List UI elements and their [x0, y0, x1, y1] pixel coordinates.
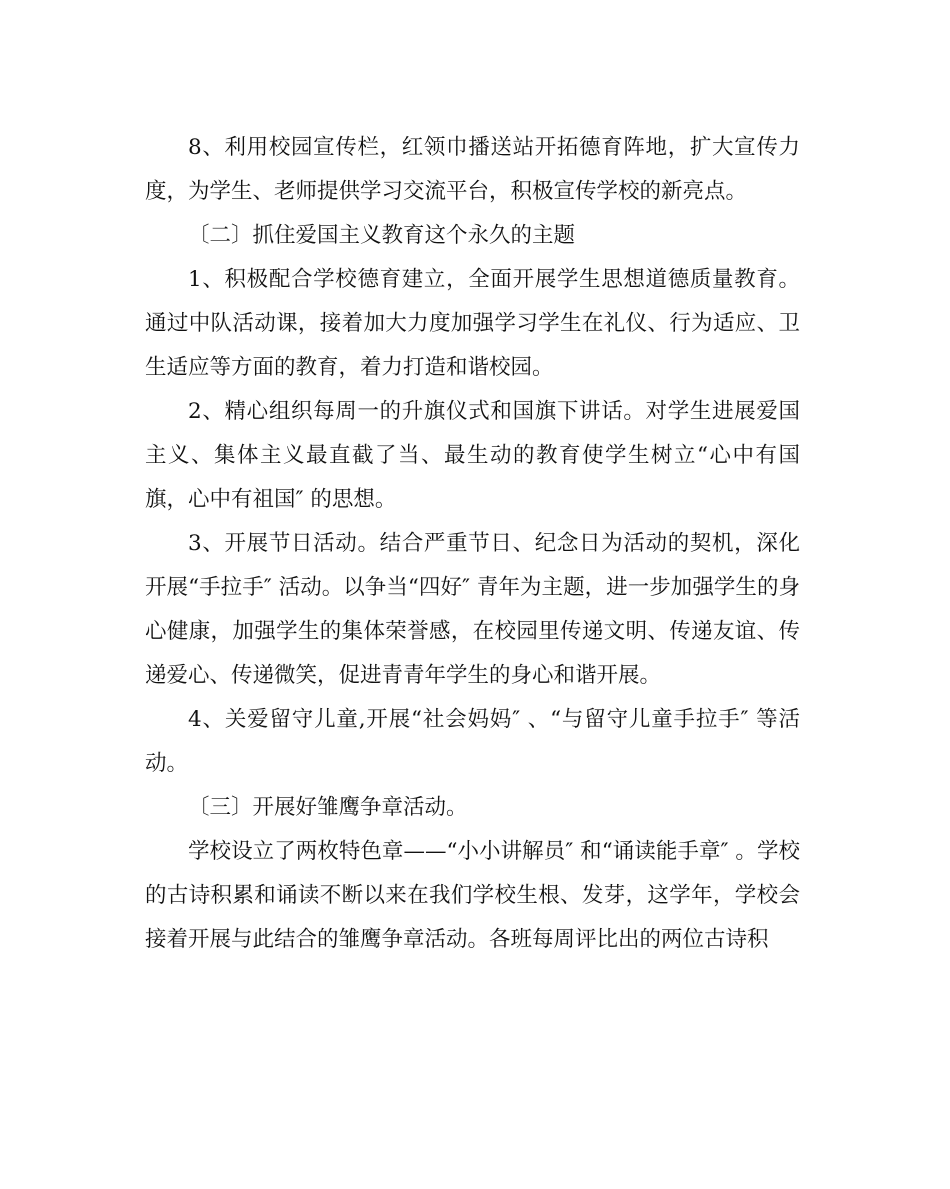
- paragraph-item-1: 1、积极配合学校德育建立，全面开展学生思想道德质量教育。通过中队活动课，接着加大力度加强学习学生在礼仪、行为适应、卫生适应等方面的教育，着力打造和谐校园。: [145, 267, 800, 380]
- paragraph-badges: 学校设立了两枚特色章——“小小讲解员″ 和“诵读能手章″ 。学校的古诗积累和诵读不断以来在我们学校生根、发芽，这学年，学校会接着开展与此结合的雏鹰争章活动。各班每周评比出的两位古诗积: [145, 839, 800, 952]
- section-heading-three: 〔三〕开展好雏鹰争章活动。: [188, 795, 468, 820]
- paragraph-item-3: 3、开展节日活动。结合严重节日、纪念日为活动的契机，深化开展“手拉手″ 活动。以争当“四好″ 青年为主题，进一步加强学生的身心健康，加强学生的集体荣誉感，在校园里传递文明、传递友谊、传递爱心、传递微笑，促进青青年学生的身心和谐开展。: [145, 531, 800, 688]
- document-body: [145, 126, 800, 962]
- paragraph-item-4: 4、关爱留守儿童,开展“社会妈妈″ 、“与留守儿童手拉手″ 等活动。: [145, 707, 800, 776]
- paragraph-item-8: 8、利用校园宣传栏，红领巾播送站开拓德育阵地，扩大宣传力度，为学生、老师提供学习交流平台，积极宣传学校的新亮点。: [145, 135, 800, 204]
- section-heading-two: 〔二〕抓住爱国主义教育这个永久的主题: [188, 223, 576, 248]
- paragraph-item-2: 2、精心组织每周一的升旗仪式和国旗下讲话。对学生进展爱国主义、集体主义最直截了当、最生动的教育使学生树立“心中有国旗，心中有祖国″ 的思想。: [145, 399, 800, 512]
